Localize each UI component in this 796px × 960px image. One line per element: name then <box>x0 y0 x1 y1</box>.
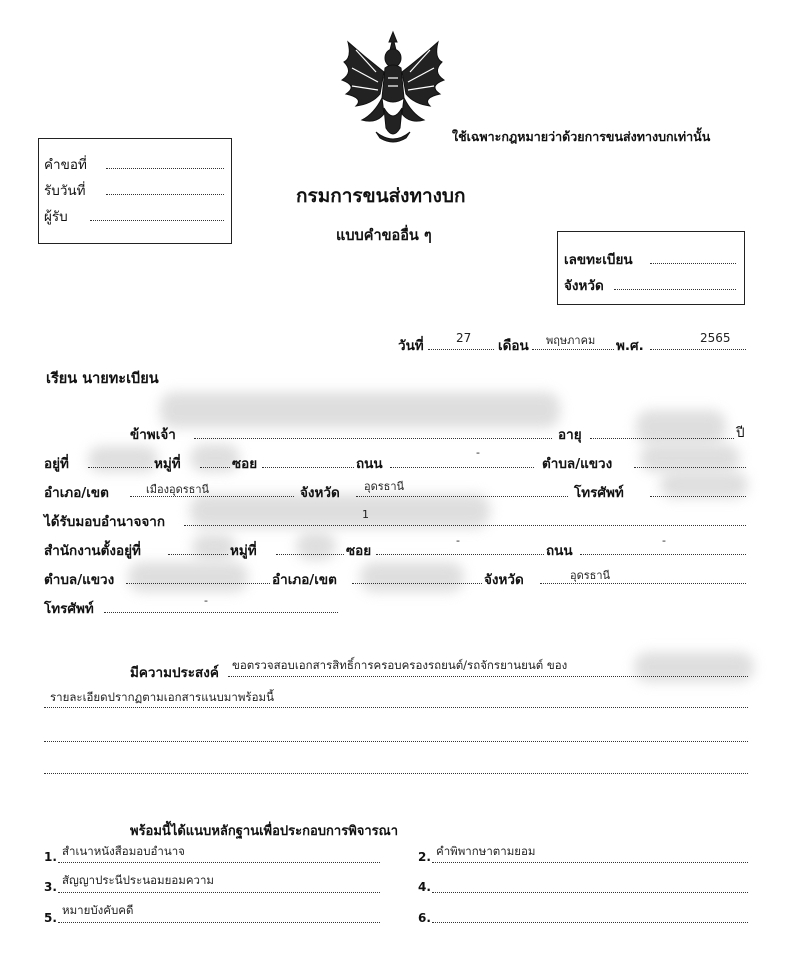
road-value: - <box>476 446 480 459</box>
purpose-line2: รายละเอียดปรากฏตามเอกสารแนบมาพร้อมนี้ <box>50 690 274 704</box>
attachment-text-3: สัญญาประนีประนอมยอมความ <box>62 873 215 887</box>
office-district-field[interactable] <box>352 583 482 584</box>
district-value: เมืองอุดรธานี <box>146 483 210 496</box>
day-value: 27 <box>456 331 472 345</box>
address-field[interactable] <box>88 467 152 468</box>
purpose-field-1[interactable] <box>228 676 748 677</box>
moo-label: หมู่ที่ <box>154 456 181 472</box>
soi-field[interactable] <box>262 467 354 468</box>
salutation: เรียน นายทะเบียน <box>46 371 159 387</box>
office-subdistrict-field[interactable] <box>126 583 270 584</box>
received-date-label: รับวันที่ <box>44 183 86 199</box>
province-label: จังหวัด <box>300 485 340 501</box>
office-field[interactable] <box>168 554 228 555</box>
subdistrict-field[interactable] <box>634 467 746 468</box>
attachments-title: พร้อมนี้ได้แนบหลักฐานเพื่อประกอบการพิจารณา <box>130 824 399 839</box>
purpose-line1: ขอตรวจสอบเอกสารสิทธิ์การครอบครองรถยนต์/รถจักรยานยนต์ ของ <box>232 658 568 672</box>
province-field[interactable] <box>356 496 568 497</box>
age-label: อายุ <box>558 427 582 443</box>
attachment-text-5: หมายบังคับคดี <box>62 903 134 917</box>
attachment-no-5: 5. <box>44 911 57 925</box>
reg-no-field[interactable] <box>650 263 736 264</box>
office-phone-label: โทรศัพท์ <box>44 601 94 617</box>
redaction-name <box>160 392 560 428</box>
purpose-field-3[interactable] <box>44 741 748 742</box>
attachment-no-1: 1. <box>44 850 57 864</box>
restriction-note: ใช้เฉพาะกฎหมายว่าด้วยการขนส่งทางบกเท่านั้น <box>452 129 711 144</box>
authority-from-field[interactable] <box>184 525 746 526</box>
redaction-address <box>88 446 158 472</box>
office-subdistrict-label: ตำบล/แขวง <box>44 572 115 588</box>
attachment-field-3[interactable] <box>58 892 380 893</box>
authority-from-label: ได้รับมอบอำนาจจาก <box>44 514 166 530</box>
attachment-no-3: 3. <box>44 880 57 894</box>
redaction-owner <box>634 652 754 682</box>
redaction-office-district <box>360 562 464 592</box>
age-field[interactable] <box>590 438 734 439</box>
reg-province-field[interactable] <box>614 289 736 290</box>
reg-no-label: เลขทะเบียน <box>564 252 633 268</box>
garuda-emblem-icon <box>336 28 450 146</box>
attachment-no-2: 2. <box>418 850 431 864</box>
office-road-value: - <box>662 534 666 547</box>
year-label: พ.ศ. <box>616 338 644 354</box>
receiver-field[interactable] <box>90 220 224 221</box>
request-no-label: คำขอที่ <box>44 157 87 173</box>
purpose-field-4[interactable] <box>44 773 748 774</box>
district-label: อำเภอ/เขต <box>44 485 109 501</box>
year-field[interactable] <box>650 349 746 350</box>
office-road-field[interactable] <box>580 554 746 555</box>
received-date-field[interactable] <box>106 194 224 195</box>
office-district-label: อำเภอ/เขต <box>272 572 337 588</box>
attachment-field-6[interactable] <box>432 922 748 923</box>
attachment-text-2: คำพิพากษาตามยอม <box>436 844 536 858</box>
applicant-name-field[interactable] <box>194 438 552 439</box>
office-soi-field[interactable] <box>376 554 544 555</box>
attachment-field-1[interactable] <box>58 862 380 863</box>
attachment-field-5[interactable] <box>58 922 380 923</box>
redaction-office-subdistrict <box>128 562 248 592</box>
address-label: อยู่ที่ <box>44 456 69 472</box>
redaction-office-moo2 <box>296 532 336 560</box>
purpose-label: มีความประสงค์ <box>130 665 219 681</box>
year-value: 2565 <box>700 331 731 345</box>
office-phone-field[interactable] <box>104 612 338 613</box>
month-value: พฤษภาคม <box>546 334 596 347</box>
month-field[interactable] <box>532 349 614 350</box>
road-label: ถนน <box>356 456 383 472</box>
request-no-field[interactable] <box>106 168 224 169</box>
office-phone-value: - <box>204 594 208 607</box>
office-province-label: จังหวัด <box>484 572 524 588</box>
attachment-field-4[interactable] <box>432 892 748 893</box>
redaction-authority <box>190 494 490 528</box>
day-field[interactable] <box>428 349 494 350</box>
road-field[interactable] <box>390 467 534 468</box>
office-moo-label: หมู่ที่ <box>230 543 257 559</box>
reg-province-label: จังหวัด <box>564 278 604 294</box>
attachment-text-1: สำเนาหนังสือมอบอำนาจ <box>62 844 185 858</box>
day-label: วันที่ <box>398 338 424 354</box>
attachment-no-6: 6. <box>418 911 431 925</box>
subdistrict-label: ตำบล/แขวง <box>542 456 613 472</box>
office-province-value: อุดรธานี <box>570 569 611 582</box>
department-title: กรมการขนส่งทางบก <box>296 185 466 207</box>
soi-label: ซอย <box>232 456 258 472</box>
phone-label: โทรศัพท์ <box>574 485 624 501</box>
office-soi-label: ซอย <box>346 543 372 559</box>
phone-field[interactable] <box>650 496 746 497</box>
attachment-field-2[interactable] <box>432 862 748 863</box>
applicant-name-label: ข้าพเจ้า <box>130 427 176 443</box>
age-unit: ปี <box>736 425 745 441</box>
redaction-phone <box>660 472 748 498</box>
receiver-label: ผู้รับ <box>44 209 68 225</box>
attachment-no-4: 4. <box>418 880 431 894</box>
office-road-label: ถนน <box>546 543 573 559</box>
office-soi-value: - <box>456 534 460 547</box>
office-label: สำนักงานตั้งอยู่ที่ <box>44 543 141 559</box>
province-value: อุดรธานี <box>364 480 405 493</box>
purpose-field-2[interactable] <box>44 707 748 708</box>
moo-field[interactable] <box>200 467 230 468</box>
authority-from-value: 1 <box>362 508 369 521</box>
office-moo-field[interactable] <box>276 554 344 555</box>
month-label: เดือน <box>498 338 529 354</box>
form-title: แบบคำขออื่น ๆ <box>336 228 432 244</box>
